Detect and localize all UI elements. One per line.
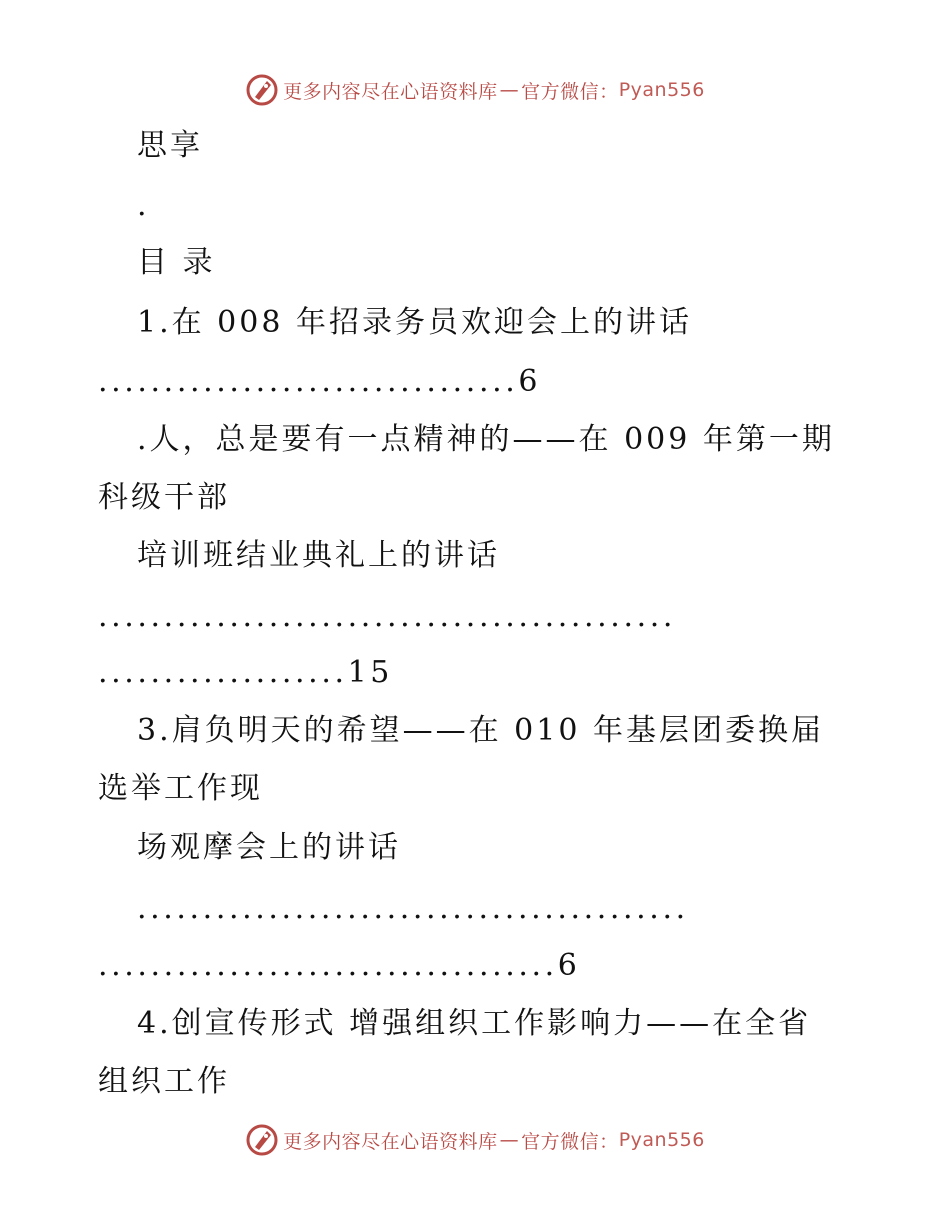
toc-entry-3-title-line-2: 选举工作现 bbox=[98, 771, 263, 806]
watermark-contact-label: 官方微信： bbox=[521, 80, 619, 103]
author-name: 思享 bbox=[137, 128, 203, 163]
watermark-separator: — bbox=[499, 1129, 520, 1151]
dot-line: . bbox=[137, 188, 150, 223]
watermark-contact-label: 官方微信： bbox=[521, 1130, 619, 1153]
watermark-separator: — bbox=[499, 79, 520, 101]
toc-entry-3-leader-line-2: ...................................6 bbox=[98, 948, 581, 983]
toc-entry-2-leader-line-1: ............................................ bbox=[98, 599, 676, 634]
watermark-contact-id: Pyan556 bbox=[618, 79, 705, 101]
toc-title: 目 录 bbox=[137, 245, 216, 280]
watermark-banner-top bbox=[0, 70, 950, 110]
toc-entry-2-title-line-3: 培训班结业典礼上的讲话 bbox=[137, 538, 500, 573]
toc-entry-3-title-line-1: 3.肩负明天的希望——在 010 年基层团委换届 bbox=[137, 713, 824, 748]
toc-entry-3-leader-line-1: .......................................... bbox=[137, 891, 689, 926]
pen-nib-logo-icon bbox=[245, 1123, 279, 1157]
toc-entry-1-leader: ................................6 bbox=[98, 364, 542, 399]
toc-entry-1-title: 1.在 008 年招录务员欢迎会上的讲话 bbox=[137, 305, 692, 340]
watermark-banner-bottom bbox=[0, 1120, 950, 1160]
watermark-brand: 更多内容尽在心语资料库 bbox=[283, 1130, 498, 1153]
toc-entry-2-title-line-2: 科级干部 bbox=[98, 480, 230, 515]
toc-entry-4-title-line-1: 4.创宣传形式 增强组织工作影响力——在全省 bbox=[137, 1006, 812, 1041]
toc-entry-2-title-line-1: .人，总是要有一点精神的——在 009 年第一期 bbox=[137, 422, 835, 457]
toc-entry-3-title-line-3: 场观摩会上的讲话 bbox=[137, 830, 401, 865]
toc-entry-4-title-line-2: 组织工作 bbox=[98, 1064, 230, 1099]
pen-nib-logo-icon bbox=[245, 73, 279, 107]
watermark-contact-id: Pyan556 bbox=[618, 1129, 705, 1151]
toc-entry-2-leader-line-2: ...................15 bbox=[98, 655, 393, 690]
watermark-brand: 更多内容尽在心语资料库 bbox=[283, 80, 498, 103]
